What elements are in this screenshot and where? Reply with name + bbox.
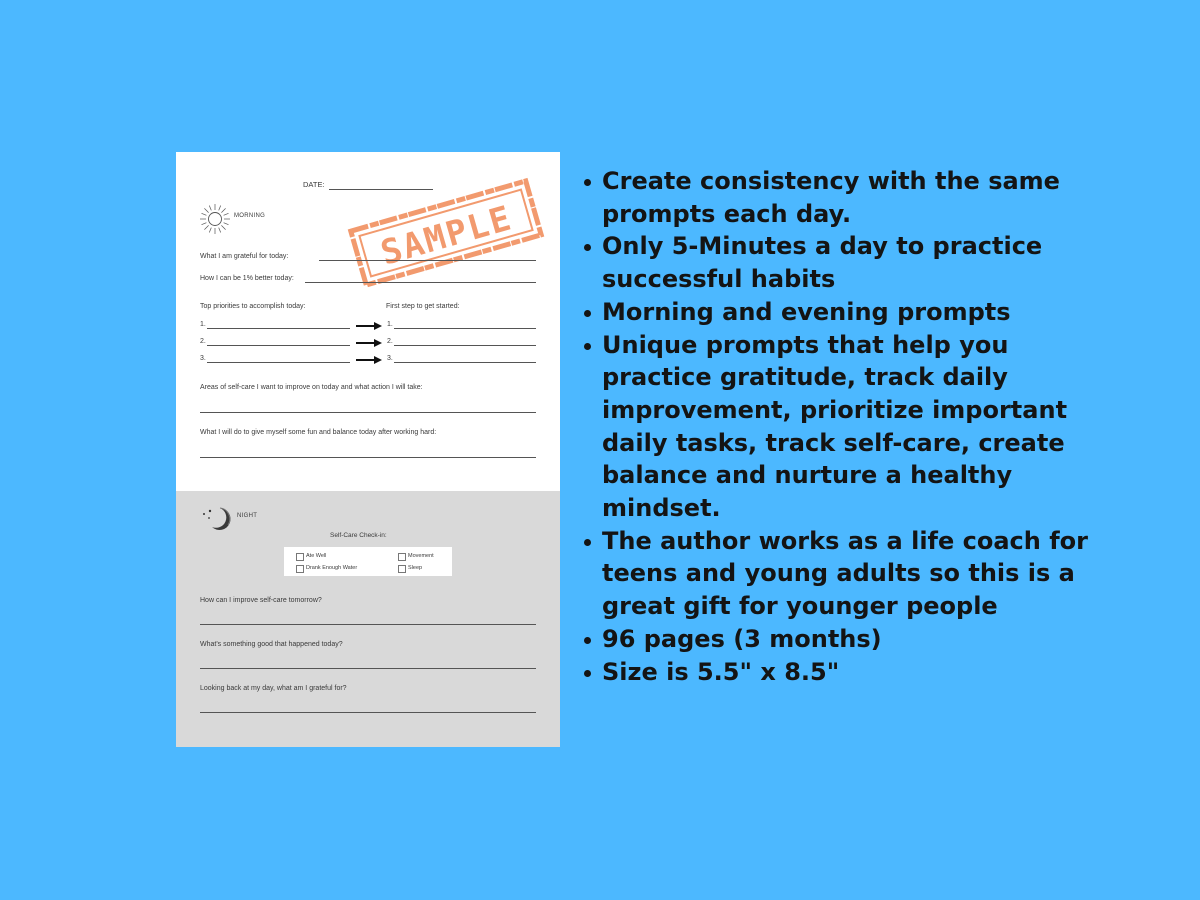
feature-list [580,165,1100,688]
looking-back-prompt: Looking back at my day, what am I grateful for? [200,685,347,692]
priority-line [207,362,350,363]
sample-stamp-text: SAMPLE [376,198,518,274]
sun-icon [198,202,232,236]
checklist-item: Movement [408,553,434,559]
morning-heading: MORNING [234,213,266,219]
feature-item: Size is 5.5" x 8.5" [580,656,1100,689]
checkin-title: Self-Care Check-in: [330,532,387,539]
improve-line [200,624,536,625]
checklist-item: Drank Enough Water [306,565,358,571]
step-line [394,362,536,363]
date-label: DATE: [303,180,325,189]
good-prompt: What's something good that happened today? [200,641,343,648]
fun-line [200,457,536,458]
checklist-item: Sleep [408,565,423,571]
looking-back-line [200,712,536,713]
right-arrow-icon [356,339,382,347]
good-line [200,668,536,669]
step-line [394,328,536,329]
date-line [329,189,433,190]
sample-stamp [347,177,545,288]
feature-item: The author works as a life coach for teens and young adults so this is a great gift for younger people [580,525,1100,623]
right-arrow-icon [356,356,382,364]
feature-item: Morning and evening prompts [580,296,1100,329]
better-prompt: How I can be 1% better today: [200,275,294,282]
priorities-heading: Top priorities to accomplish today: [200,303,306,310]
step-number: 1. [387,321,393,328]
priority-line [207,328,350,329]
checklist-item: Ate Well [306,553,327,559]
priority-line [207,345,350,346]
feature-item: Create consistency with the same prompts each day. [580,165,1100,230]
feature-item: Only 5-Minutes a day to practice successful habits [580,230,1100,295]
priority-number: 1. [200,321,206,328]
feature-item: 96 pages (3 months) [580,623,1100,656]
self-care-prompt: Areas of self-care I want to improve on today and what action I will take: [200,384,423,391]
night-prompts [176,491,560,747]
step-number: 3. [387,355,393,362]
better-line [305,282,536,283]
grateful-prompt: What I am grateful for today: [200,253,289,260]
step-number: 2. [387,338,393,345]
right-arrow-icon [356,322,382,330]
first-step-heading: First step to get started: [386,303,460,310]
priority-number: 2. [200,338,206,345]
feature-item: Unique prompts that help you practice gratitude, track daily improvement, prioritize important daily tasks, track self-care, create balance and nurture a healthy mindset. [580,329,1100,525]
step-line [394,345,536,346]
improve-prompt-text: How can I improve self-care tomorrow? [200,597,322,604]
priority-number: 3. [200,355,206,362]
self-care-line [200,412,536,413]
night-heading: NIGHT [237,513,258,519]
grateful-line [319,260,536,261]
fun-prompt: What I will do to give myself some fun and balance today after working hard: [200,429,437,436]
